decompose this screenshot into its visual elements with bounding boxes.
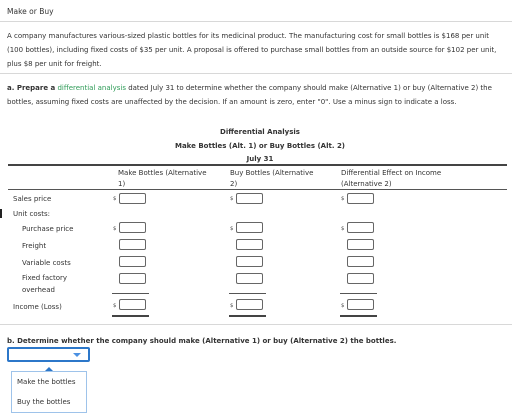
page-title: Make or Buy <box>7 7 54 16</box>
intro-divider <box>0 73 512 74</box>
currency-sign: $ <box>113 226 117 232</box>
problem-statement: A company manufactures various-sized plastic bottles for its medicinal product. The manufacturing cost for small bottles is $168 per unit (100 bottles), including fixed costs of $35 per unit. A proposal is offered to purchase small bottles from an outside source for $102 per unit, plus $8 per unit for freight. <box>7 32 497 68</box>
col-make-line2: 1) <box>118 180 126 188</box>
question-b-text: b. Determine whether the company should make (Alternative 1) or buy (Alternative 2) the bottles. <box>7 337 397 345</box>
buy-fixed-input[interactable] <box>236 273 263 284</box>
buy-freight-input[interactable] <box>236 239 263 250</box>
currency-sign: $ <box>113 196 117 202</box>
row-label-freight: Freight <box>22 242 47 250</box>
buy-subtotal-rule <box>229 293 266 294</box>
make-income-input[interactable] <box>119 299 146 310</box>
make-variable-input[interactable] <box>119 256 146 267</box>
diff-sales-input[interactable] <box>347 193 374 204</box>
make-freight-input[interactable] <box>119 239 146 250</box>
table-date: July 31 <box>246 155 274 163</box>
row-label-variable: Variable costs <box>22 259 71 267</box>
row-label-fixed: Fixed factory <box>22 274 68 282</box>
title-divider <box>0 21 512 22</box>
col-diff-line2: (Alternative 2) <box>341 180 392 188</box>
make-total-rule <box>112 315 149 317</box>
col-make-header <box>118 168 207 190</box>
make-fixed-input[interactable] <box>119 273 146 284</box>
make-purchase-input[interactable] <box>119 222 146 233</box>
diff-subtotal-rule <box>340 293 377 294</box>
active-row-marker <box>0 209 2 218</box>
currency-sign: $ <box>230 303 234 309</box>
table-subtitle: Make Bottles (Alt. 1) or Buy Bottles (Alt. 2) <box>174 142 346 150</box>
option-buy-bottles[interactable]: Buy the bottles <box>17 398 71 406</box>
make-or-buy-select[interactable] <box>7 347 90 362</box>
buy-variable-input[interactable] <box>236 256 263 267</box>
row-label-sales: Sales price <box>13 195 52 203</box>
row-label-purchase: Purchase price <box>22 225 74 233</box>
menu-pointer-icon <box>45 367 53 371</box>
diff-fixed-input[interactable] <box>347 273 374 284</box>
col-buy-header <box>230 168 313 190</box>
section-divider <box>0 324 512 325</box>
currency-sign: $ <box>341 303 345 309</box>
diff-total-rule <box>340 315 377 317</box>
currency-sign: $ <box>341 226 345 232</box>
make-sales-input[interactable] <box>119 193 146 204</box>
currency-sign: $ <box>230 196 234 202</box>
col-buy-line2: 2) <box>230 180 238 188</box>
question-a-text: dated July 31 to determine whether the company should make (Alternative 1) or buy (Alternative 2) the bottles, assuming fixed costs are unaffected by the decision. If an amount is zero, enter "0". Use a minus sign to indicate a loss. <box>7 84 492 106</box>
buy-purchase-input[interactable] <box>236 222 263 233</box>
dropdown-menu <box>11 371 87 413</box>
col-buy-line1: Buy Bottles (Alternative <box>230 169 314 177</box>
differential-analysis-link[interactable]: differential analysis <box>57 84 126 92</box>
chevron-down-icon[interactable] <box>73 353 81 357</box>
diff-variable-input[interactable] <box>347 256 374 267</box>
currency-sign: $ <box>113 303 117 309</box>
diff-income-input[interactable] <box>347 299 374 310</box>
row-label-unit-costs: Unit costs: <box>13 210 51 218</box>
buy-sales-input[interactable] <box>236 193 263 204</box>
header-rule <box>8 164 507 166</box>
buy-income-input[interactable] <box>236 299 263 310</box>
question-a <box>7 81 509 109</box>
question-a-prefix: a. Prepare a <box>7 84 56 92</box>
option-make-bottles[interactable]: Make the bottles <box>17 378 76 386</box>
table-title: Differential Analysis <box>220 128 300 136</box>
row-label-income: Income (Loss) <box>13 303 62 311</box>
row-label-overhead: overhead <box>22 286 55 294</box>
diff-purchase-input[interactable] <box>347 222 374 233</box>
make-subtotal-rule <box>112 293 149 294</box>
col-diff-line1: Differential Effect on Income <box>341 169 442 177</box>
column-header-rule <box>8 189 507 190</box>
question-b <box>7 337 396 345</box>
col-make-line1: Make Bottles (Alternative <box>118 169 207 177</box>
buy-total-rule <box>229 315 266 317</box>
currency-sign: $ <box>341 196 345 202</box>
currency-sign: $ <box>230 226 234 232</box>
col-diff-header <box>341 168 441 190</box>
diff-freight-input[interactable] <box>347 239 374 250</box>
